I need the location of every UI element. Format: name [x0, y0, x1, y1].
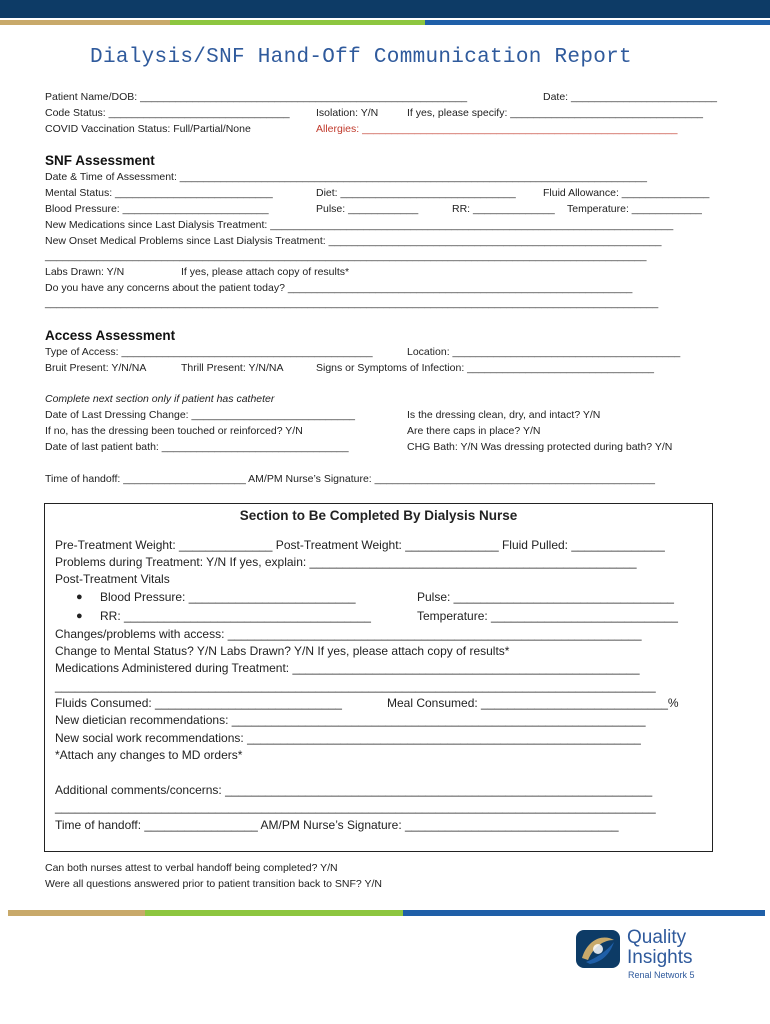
diet-field[interactable]: Diet: ______________________________: [316, 187, 516, 199]
location-field[interactable]: Location: _______________________________________: [407, 346, 681, 358]
footer-bar-green: [145, 910, 403, 916]
dialysis-handoff-signature-field[interactable]: Time of handoff: _________________ AM/PM Nurse’s Signature: ________________________________: [55, 818, 619, 832]
rr-field[interactable]: RR: ______________: [452, 203, 555, 215]
thrill-present-field[interactable]: Thrill Present: Y/N/NA: [181, 362, 284, 374]
patient-name-dob[interactable]: Patient Name/DOB: ________________________________________________________: [45, 91, 468, 103]
blank-line[interactable]: _______________________________________________________________________________________________________: [45, 250, 647, 262]
page-title: Dialysis/SNF Hand-Off Communication Report: [90, 46, 632, 69]
blank-line[interactable]: __________________________________________________________________________________________: [55, 679, 656, 693]
header-bar-navy: [0, 0, 770, 18]
post-temperature-field[interactable]: Temperature: ____________________________: [417, 609, 678, 623]
logo-text-insights: Insights: [627, 947, 693, 968]
bath-date-field[interactable]: Date of last patient bath: ________________________________: [45, 441, 349, 453]
post-treatment-vitals-heading: Post-Treatment Vitals: [55, 572, 170, 586]
blank-line[interactable]: _________________________________________________________________________________________________________: [45, 297, 659, 309]
header-bar-blue: [425, 20, 770, 25]
snf-handoff-signature-field[interactable]: Time of handoff: _____________________ AM/PM Nurse’s Signature: ________________________________________________: [45, 473, 655, 485]
weights-field[interactable]: Pre-Treatment Weight: ______________ Post-Treatment Weight: ______________ Fluid Pulled: ______________: [55, 538, 665, 552]
snf-assessment-heading: SNF Assessment: [45, 153, 155, 168]
code-status-field[interactable]: Code Status: _______________________________: [45, 107, 290, 119]
caps-field[interactable]: Are there caps in place? Y/N: [407, 425, 541, 437]
mental-status-change-field[interactable]: Change to Mental Status? Y/N Labs Drawn? Y/N If yes, please attach copy of results*: [55, 644, 510, 658]
isolation-field[interactable]: Isolation: Y/N: [316, 107, 379, 119]
isolation-specify-field[interactable]: If yes, please specify: _________________________________: [407, 107, 704, 119]
date-field[interactable]: Date: _________________________: [543, 91, 718, 103]
blood-pressure-field[interactable]: Blood Pressure: _________________________: [45, 203, 269, 215]
allergies-field[interactable]: Allergies: ______________________________________________________: [316, 123, 678, 135]
medications-administered-field[interactable]: Medications Administered during Treatment: ____________________________________________________: [55, 661, 640, 675]
access-changes-field[interactable]: Changes/problems with access: ______________________________________________________________: [55, 627, 642, 641]
dietician-recommendations-field[interactable]: New dietician recommendations: ______________________________________________________________: [55, 713, 646, 727]
dressing-change-field[interactable]: Date of Last Dressing Change: ____________________________: [45, 409, 356, 421]
meal-consumed-field[interactable]: Meal Consumed: ____________________________%: [387, 696, 679, 710]
labs-attach-note: If yes, please attach copy of results*: [181, 266, 350, 278]
fluid-allowance-field[interactable]: Fluid Allowance: _______________: [543, 187, 710, 199]
fluids-consumed-field[interactable]: Fluids Consumed: ____________________________: [55, 696, 342, 710]
pulse-field[interactable]: Pulse: ____________: [316, 203, 419, 215]
chg-bath-field[interactable]: CHG Bath: Y/N Was dressing protected during bath? Y/N: [407, 441, 673, 453]
catheter-note: Complete next section only if patient has catheter: [45, 393, 275, 405]
dialysis-section-heading: Section to Be Completed By Dialysis Nurse: [239, 508, 518, 523]
bruit-present-field[interactable]: Bruit Present: Y/N/NA: [45, 362, 147, 374]
blank-line[interactable]: __________________________________________________________________________________________: [55, 800, 656, 814]
dressing-clean-field[interactable]: Is the dressing clean, dry, and intact? Y/N: [407, 409, 601, 421]
quality-insights-logo-icon: [574, 928, 622, 970]
infection-signs-field[interactable]: Signs or Symptoms of Infection: ________________________________: [316, 362, 655, 374]
questions-answered-question[interactable]: Were all questions answered prior to patient transition back to SNF? Y/N: [45, 878, 382, 890]
md-orders-note: *Attach any changes to MD orders*: [55, 748, 243, 762]
footer-bar-tan: [8, 910, 145, 916]
footer-bar-blue: [403, 910, 765, 916]
type-of-access-field[interactable]: Type of Access: ___________________________________________: [45, 346, 373, 358]
logo-text-quality: Quality: [627, 927, 687, 948]
covid-status-field[interactable]: COVID Vaccination Status: Full/Partial/None: [45, 123, 251, 135]
temperature-field[interactable]: Temperature: ____________: [567, 203, 702, 215]
dressing-touched-field[interactable]: If no, has the dressing been touched or reinforced? Y/N: [45, 425, 303, 437]
mental-status-field[interactable]: Mental Status: ___________________________: [45, 187, 273, 199]
bullet-icon: ●: [76, 591, 83, 603]
additional-comments-field[interactable]: Additional comments/concerns: ________________________________________________________________: [55, 783, 653, 797]
social-work-recommendations-field[interactable]: New social work recommendations: ___________________________________________________________: [55, 731, 641, 745]
header-bar-tan: [0, 20, 170, 25]
logo-text-network: Renal Network 5: [628, 970, 695, 980]
assessment-datetime-field[interactable]: Date & Time of Assessment: ________________________________________________________________________________: [45, 171, 647, 183]
access-assessment-heading: Access Assessment: [45, 328, 176, 343]
post-pulse-field[interactable]: Pulse: _________________________________: [417, 590, 674, 604]
new-onset-problems-field[interactable]: New Onset Medical Problems since Last Dialysis Treatment: _________________________________________________________: [45, 235, 662, 247]
bullet-icon: ●: [76, 610, 83, 622]
attest-handoff-question[interactable]: Can both nurses attest to verbal handoff being completed? Y/N: [45, 862, 338, 874]
concerns-field[interactable]: Do you have any concerns about the patient today? ___________________________________________________________: [45, 282, 633, 294]
header-bar-green: [170, 20, 425, 25]
treatment-problems-field[interactable]: Problems during Treatment: Y/N If yes, explain: _________________________________________________: [55, 555, 637, 569]
post-rr-field[interactable]: RR: _____________________________________: [100, 609, 371, 623]
labs-drawn-field[interactable]: Labs Drawn: Y/N: [45, 266, 125, 278]
post-blood-pressure-field[interactable]: Blood Pressure: _________________________: [100, 590, 356, 604]
new-medications-field[interactable]: New Medications since Last Dialysis Treatment: _____________________________________________________________________: [45, 219, 674, 231]
